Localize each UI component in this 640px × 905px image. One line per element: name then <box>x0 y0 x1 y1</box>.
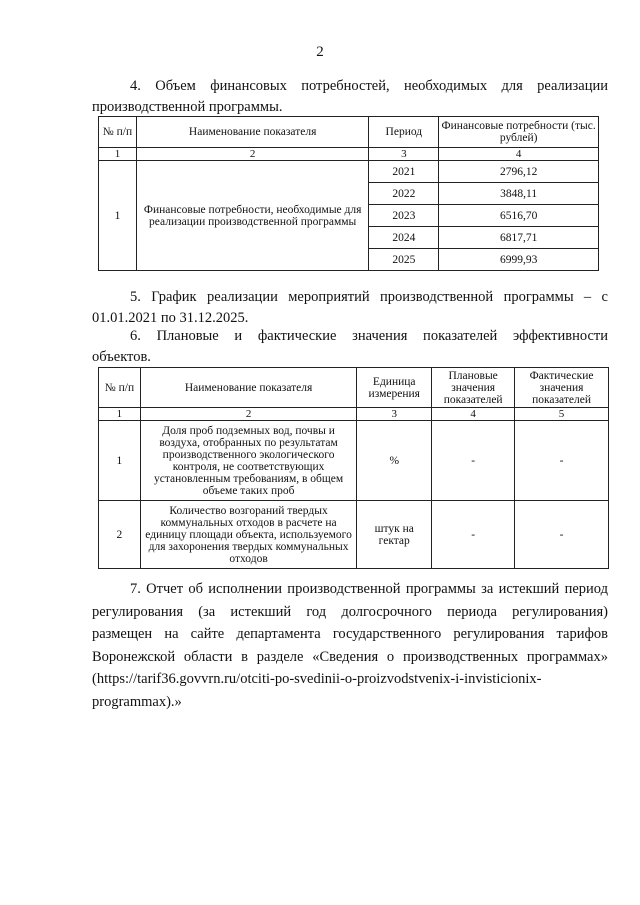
header-cell: Период <box>369 117 439 148</box>
value-cell: 2796,12 <box>439 161 599 183</box>
indicator-name: Доля проб подземных вод, почвы и воздуха, отобранных по результатам производственного экологического контроля, не соответствующих установленным требованиям, в общем объеме таких проб <box>140 421 356 501</box>
row-number: 2 <box>99 501 141 569</box>
header-cell: Плановые значения показателей <box>432 368 515 408</box>
period-cell: 2021 <box>369 161 439 183</box>
header-cell: Наименование показателя <box>140 368 356 408</box>
table-row <box>99 421 609 501</box>
header-cell: № п/п <box>99 117 137 148</box>
fact-value-cell: - <box>515 421 609 501</box>
period-cell: 2023 <box>369 205 439 227</box>
value-cell: 6999,93 <box>439 249 599 271</box>
section-7-paragraph: 7. Отчет об исполнении производственной программы за истекший период регулирования (за истекший год долгосрочного периода регулирования) размещен на сайте департамента государственного регулирования тарифов Воронежской области в разделе «Сведения о производственных программах» (https://tarif36.govvrn.ru/otciti-po-svedinii-o-proizvodstvenix-i-invisticionix- programmax).» <box>92 581 608 710</box>
page-number: 2 <box>316 44 324 60</box>
fact-value-cell: - <box>515 501 609 569</box>
indicator-name: Финансовые потребности, необходимые для реализации производственной программы <box>136 161 369 271</box>
column-index-row: 1 2 3 4 <box>99 148 599 161</box>
period-cell: 2025 <box>369 249 439 271</box>
plan-value-cell: - <box>432 501 515 569</box>
plan-value-cell: - <box>432 421 515 501</box>
header-cell: № п/п <box>99 368 141 408</box>
table-row <box>99 501 609 569</box>
unit-cell: % <box>357 421 432 501</box>
row-number: 1 <box>99 421 141 501</box>
section-6-heading: 6. Плановые и фактические значения показателей эффективности объектов. <box>92 328 608 365</box>
value-cell: 6516,70 <box>439 205 599 227</box>
section-4-heading: 4. Объем финансовых потребностей, необходимых для реализации производственной программы. <box>92 78 608 115</box>
header-cell: Наименование показателя <box>136 117 369 148</box>
unit-cell: штук на гектар <box>357 501 432 569</box>
indicator-name: Количество возгораний твердых коммунальных отходов в расчете на единицу площади объекта, используемого для захоронения твердых коммунальных отходов <box>140 501 356 569</box>
value-cell: 6817,71 <box>439 227 599 249</box>
table-row <box>99 161 599 183</box>
period-cell: 2022 <box>369 183 439 205</box>
header-cell: Единица измерения <box>357 368 432 408</box>
header-cell: Финансовые потребности (тыс. рублей) <box>439 117 599 148</box>
period-cell: 2024 <box>369 227 439 249</box>
efficiency-indicators-table <box>98 367 609 569</box>
column-index-row: 1 2 3 4 5 <box>99 408 609 421</box>
value-cell: 3848,11 <box>439 183 599 205</box>
table-header-row <box>99 368 609 408</box>
financial-needs-table <box>98 116 599 271</box>
row-number: 1 <box>99 161 137 271</box>
header-cell: Фактические значения показателей <box>515 368 609 408</box>
table-header-row <box>99 117 599 148</box>
section-5-paragraph: 5. График реализации мероприятий производственной программы – с 01.01.2021 по 31.12.2025. <box>92 289 608 326</box>
